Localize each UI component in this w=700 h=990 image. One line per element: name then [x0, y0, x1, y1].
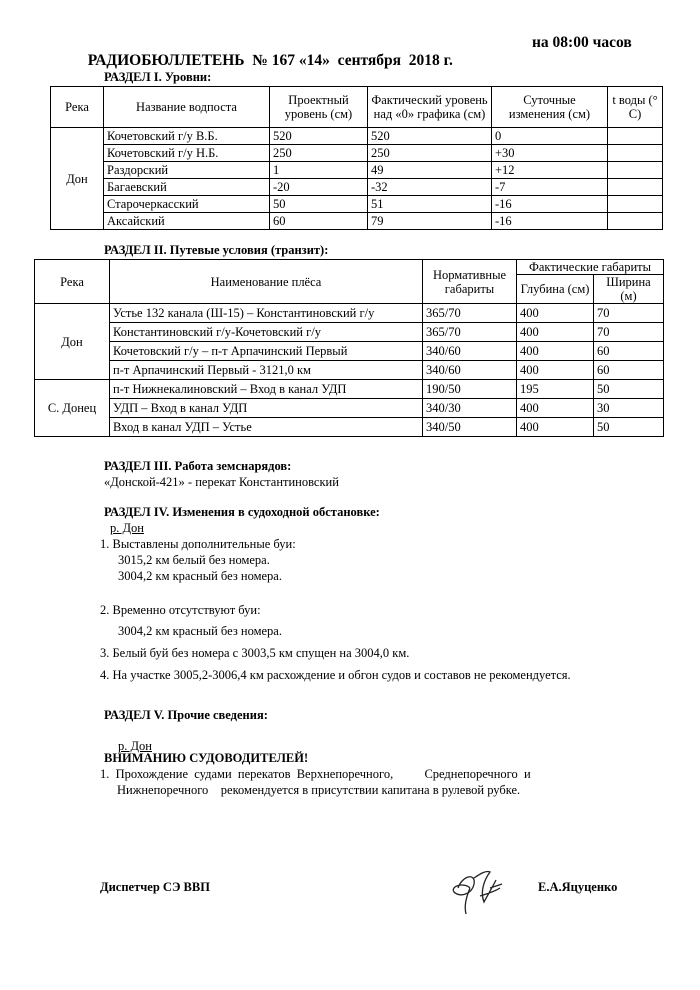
table-row: [51, 145, 663, 162]
attention-heading: ВНИМАНИЮ СУДОВОДИТЕЛЕЙ!: [104, 751, 309, 765]
dredger-info: «Донской-421» - перекат Константиновский: [104, 475, 339, 489]
water-temp: [608, 196, 663, 213]
bulletin-time: на 08:00 часов: [532, 34, 632, 51]
actual-level: 520: [368, 128, 492, 145]
river-name: р. Дон: [110, 521, 144, 535]
table-row: [35, 304, 664, 323]
width-value: 30: [594, 399, 664, 418]
station-name: Кочетовский г/у В.Б.: [104, 128, 270, 145]
river-cell: Дон: [51, 128, 104, 230]
depth-value: 400: [517, 399, 594, 418]
col-design-level: Проектный уровень (см): [270, 87, 368, 128]
water-temp: [608, 128, 663, 145]
actual-level: 250: [368, 145, 492, 162]
reach-name: Константиновский г/у-Кочетовский г/у: [110, 323, 423, 342]
width-value: 50: [594, 418, 664, 437]
water-temp: [608, 162, 663, 179]
design-level: 520: [270, 128, 368, 145]
table-row: [35, 361, 664, 380]
norm-dims: 340/60: [423, 342, 517, 361]
col-width: Ширина (м): [594, 275, 664, 304]
water-temp: [608, 145, 663, 162]
norm-dims: 340/30: [423, 399, 517, 418]
reach-name: Вход в канал УДП – Устье: [110, 418, 423, 437]
daily-change: -16: [492, 213, 608, 230]
table-row: [35, 323, 664, 342]
norm-dims: 340/50: [423, 418, 517, 437]
signatory-name: Е.А.Яцуценко: [538, 880, 618, 894]
signature-image: [440, 858, 520, 918]
section4-title: РАЗДЕЛ IV. Изменения в судоходной обстановке:: [104, 505, 380, 519]
depth-value: 195: [517, 380, 594, 399]
col-river: Река: [35, 260, 110, 304]
levels-header-row: [51, 87, 663, 128]
actual-level: -32: [368, 179, 492, 196]
section5-title: РАЗДЕЛ V. Прочие сведения:: [104, 708, 268, 722]
daily-change: -7: [492, 179, 608, 196]
list-item-detail: 3015,2 км белый без номера.: [118, 553, 270, 567]
table-row: [35, 418, 664, 437]
title-text: РАДИОБЮЛЛЕТЕНЬ № 167 «14» сентября 2018 г.: [87, 52, 453, 69]
col-water-temp: t воды (° С): [608, 87, 663, 128]
design-level: -20: [270, 179, 368, 196]
norm-dims: 365/70: [423, 323, 517, 342]
width-value: 70: [594, 304, 664, 323]
river-name: р. Дон: [118, 739, 152, 753]
route-header-row: [35, 260, 664, 275]
reach-name: УДП – Вход в канал УДП: [110, 399, 423, 418]
water-temp: [608, 179, 663, 196]
col-reach: Наименование плёса: [110, 260, 423, 304]
water-temp: [608, 213, 663, 230]
table-row: [35, 342, 664, 361]
width-value: 60: [594, 361, 664, 380]
list-item-detail: 3004,2 км красный без номера.: [118, 569, 282, 583]
section3-title: РАЗДЕЛ III. Работа земснарядов:: [104, 459, 292, 473]
daily-change: +30: [492, 145, 608, 162]
section1-title: РАЗДЕЛ I. Уровни:: [104, 70, 212, 84]
station-name: Раздорский: [104, 162, 270, 179]
width-value: 60: [594, 342, 664, 361]
list-item: 4. На участке 3005,2-3006,4 км расхождение и обгон судов и составов не рекомендуется.: [100, 668, 571, 682]
col-depth: Глубина (см): [517, 275, 594, 304]
table-row: [35, 380, 664, 399]
depth-value: 400: [517, 323, 594, 342]
depth-value: 400: [517, 361, 594, 380]
list-item-detail: 3004,2 км красный без номера.: [118, 624, 282, 638]
station-name: Кочетовский г/у Н.Б.: [104, 145, 270, 162]
table-row: [51, 213, 663, 230]
actual-level: 51: [368, 196, 492, 213]
width-value: 50: [594, 380, 664, 399]
signatory-position: Диспетчер СЭ ВВП: [100, 880, 210, 894]
station-name: Багаевский: [104, 179, 270, 196]
section2-title: РАЗДЕЛ II. Путевые условия (транзит):: [104, 243, 329, 257]
reach-name: Кочетовский г/у – п-т Арпачинский Первый: [110, 342, 423, 361]
design-level: 1: [270, 162, 368, 179]
actual-level: 79: [368, 213, 492, 230]
depth-value: 400: [517, 342, 594, 361]
list-item: 1. Выставлены дополнительные буи:: [100, 537, 296, 551]
norm-dims: 365/70: [423, 304, 517, 323]
station-name: Аксайский: [104, 213, 270, 230]
col-actual-dims: Фактические габариты: [517, 260, 664, 275]
design-level: 60: [270, 213, 368, 230]
col-river: Река: [51, 87, 104, 128]
daily-change: -16: [492, 196, 608, 213]
river-cell: Дон: [35, 304, 110, 380]
list-item: 3. Белый буй без номера с 3003,5 км спущен на 3004,0 км.: [100, 646, 410, 660]
col-actual-level: Фактический уровень над «0» графика (см): [368, 87, 492, 128]
col-norm-dims: Нормативные габариты: [423, 260, 517, 304]
list-item: 1. Прохождение судами перекатов Верхнепоречного, Среднепоречного и: [100, 767, 531, 781]
width-value: 70: [594, 323, 664, 342]
design-level: 50: [270, 196, 368, 213]
daily-change: 0: [492, 128, 608, 145]
levels-table: [50, 86, 663, 230]
list-item: 2. Временно отсутствуют буи:: [100, 603, 261, 617]
depth-value: 400: [517, 304, 594, 323]
route-conditions-table: [34, 259, 664, 437]
norm-dims: 190/50: [423, 380, 517, 399]
table-row: [35, 399, 664, 418]
reach-name: п-т Арпачинский Первый - 3121,0 км: [110, 361, 423, 380]
table-row: [51, 196, 663, 213]
station-name: Старочеркасский: [104, 196, 270, 213]
list-item-continued: Нижнепоречного рекомендуется в присутствии капитана в рулевой рубке.: [117, 783, 521, 797]
daily-change: +12: [492, 162, 608, 179]
table-row: [51, 128, 663, 145]
col-station: Название водпоста: [104, 87, 270, 128]
reach-name: п-т Нижнекалиновский – Вход в канал УДП: [110, 380, 423, 399]
norm-dims: 340/60: [423, 361, 517, 380]
table-row: [51, 162, 663, 179]
table-row: [51, 179, 663, 196]
reach-name: Устье 132 канала (Ш-15) – Константиновский г/у: [110, 304, 423, 323]
depth-value: 400: [517, 418, 594, 437]
design-level: 250: [270, 145, 368, 162]
col-daily-change: Суточные изменения (см): [492, 87, 608, 128]
river-cell: С. Донец: [35, 380, 110, 437]
actual-level: 49: [368, 162, 492, 179]
